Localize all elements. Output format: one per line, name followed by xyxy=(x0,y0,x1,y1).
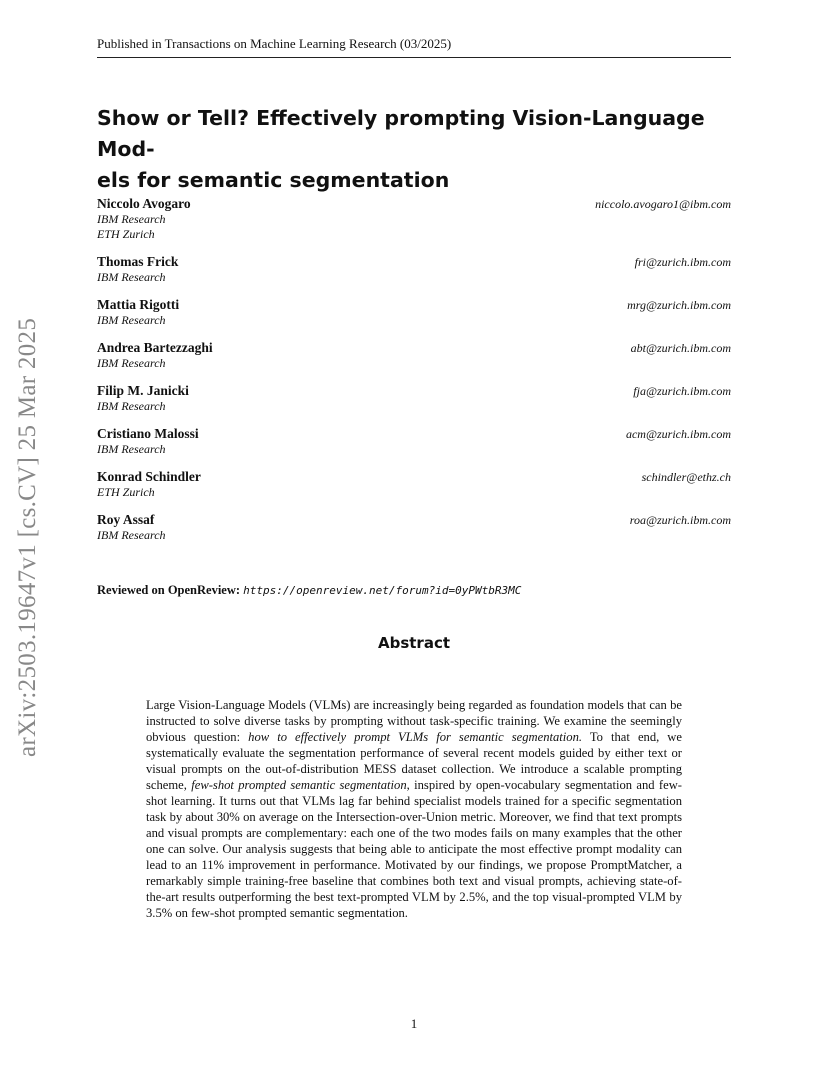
author-name: Filip M. Janicki xyxy=(97,383,189,398)
author-block xyxy=(97,426,731,457)
author-affiliation: IBM Research xyxy=(97,442,166,456)
author-email[interactable]: fri@zurich.ibm.com xyxy=(634,255,731,269)
author-affiliation: IBM Research xyxy=(97,270,166,284)
reviewed-line xyxy=(97,583,521,598)
author-name: Roy Assaf xyxy=(97,512,155,527)
author-block xyxy=(97,469,731,500)
author-name: Andrea Bartezzaghi xyxy=(97,340,213,355)
author-affiliation: IBM Research xyxy=(97,212,166,226)
author-affiliation: IBM Research xyxy=(97,356,166,370)
abstract-emphasis: few-shot prompted semantic segmentation xyxy=(191,778,407,792)
author-name: Niccolo Avogaro xyxy=(97,196,191,211)
reviewed-label: Reviewed on OpenReview: xyxy=(97,583,241,597)
author-affiliation: ETH Zurich xyxy=(97,227,155,241)
paper-title xyxy=(97,103,737,196)
author-name: Cristiano Malossi xyxy=(97,426,199,441)
abstract-text: Large Vision-Language Models (VLMs) are increasingly being regarded as foundation models that can be instructed to solve diverse tasks by prompting without task-specific training. We examine the seemingly obvious question: xyxy=(146,698,682,744)
author-block xyxy=(97,297,731,328)
abstract-body xyxy=(146,697,682,921)
author-block xyxy=(97,254,731,285)
author-block xyxy=(97,340,731,371)
title-line-2: els for semantic segmentation xyxy=(97,168,450,192)
author-block xyxy=(97,383,731,414)
abstract-text: To that end, we systematically evaluate the segmentation performance of several recent models guided by either text or visual prompts on the out-of-distribution MESS dataset collection. We introduce a scalable prompting scheme, xyxy=(146,730,682,792)
author-affiliation: IBM Research xyxy=(97,313,166,327)
author-affiliation: IBM Research xyxy=(97,528,166,542)
author-name: Thomas Frick xyxy=(97,254,179,269)
arxiv-stamp[interactable]: arXiv:2503.19647v1 [cs.CV] 25 Mar 2025 xyxy=(14,317,41,757)
author-email[interactable]: acm@zurich.ibm.com xyxy=(625,427,731,441)
author-email[interactable]: niccolo.avogaro1@ibm.com xyxy=(595,197,731,211)
author-email[interactable]: fja@zurich.ibm.com xyxy=(633,384,731,398)
author-name: Konrad Schindler xyxy=(97,469,201,484)
title-line-1: Show or Tell? Effectively prompting Vision-Language Mod- xyxy=(97,106,705,161)
journal-header: Published in Transactions on Machine Learning Research (03/2025) xyxy=(97,36,731,58)
openreview-link[interactable]: https://openreview.net/forum?id=0yPWtbR3MC xyxy=(243,584,522,597)
author-email[interactable]: roa@zurich.ibm.com xyxy=(629,513,731,527)
author-affiliation: ETH Zurich xyxy=(97,485,155,499)
abstract-heading: Abstract xyxy=(377,634,451,652)
page-number: 1 xyxy=(410,1016,418,1031)
author-name: Mattia Rigotti xyxy=(97,297,180,312)
author-email[interactable]: schindler@ethz.ch xyxy=(641,470,731,484)
author-block xyxy=(97,196,731,242)
author-email[interactable]: abt@zurich.ibm.com xyxy=(630,341,731,355)
author-list xyxy=(97,196,731,555)
author-block xyxy=(97,512,731,543)
abstract-text: , inspired by open-vocabulary segmentation and few-shot learning. It turns out that VLMs lag far behind specialist models trained for a specific segmentation task by about 30% on average on the Intersection-over-Union metric. Moreover, we find that text prompts and visual prompts are complementary: each one of the two modes fails on many examples that the other one can solve. Our analysis suggests that being able to anticipate the most effective prompt modality can lead to an 11% improvement in performance. Motivated by our findings, we propose PromptMatcher, a remarkably simple training-free baseline that combines both text and visual prompts, achieving state-of-the-art results outperforming the best text-prompted VLM by 2.5%, and the top visual-prompted VLM by 3.5% on few-shot prompted semantic segmentation. xyxy=(146,778,682,920)
abstract-emphasis: how to effectively prompt VLMs for semantic segmentation. xyxy=(248,730,583,744)
author-affiliation: IBM Research xyxy=(97,399,166,413)
author-email[interactable]: mrg@zurich.ibm.com xyxy=(627,298,731,312)
